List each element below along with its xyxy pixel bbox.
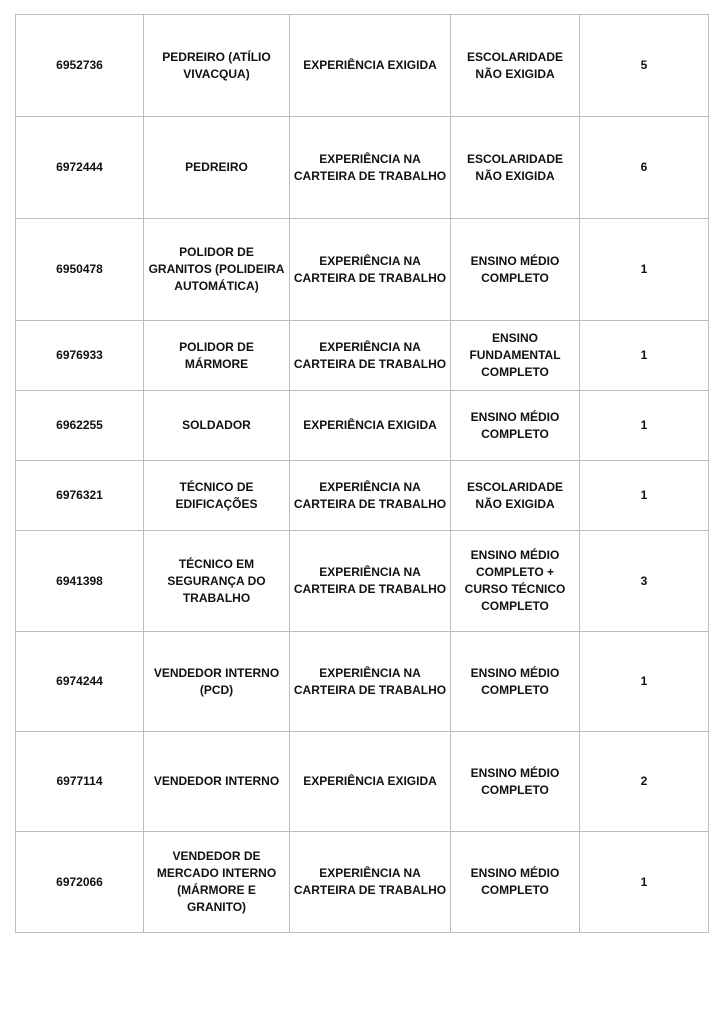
experience-cell: EXPERIÊNCIA NA CARTEIRA DE TRABALHO xyxy=(290,321,451,391)
education-cell: ENSINO MÉDIO COMPLETO xyxy=(451,632,580,732)
job-role-cell: PEDREIRO (ATÍLIO VIVACQUA) xyxy=(144,15,290,117)
education-cell: ENSINO MÉDIO COMPLETO xyxy=(451,832,580,933)
education-cell: ENSINO MÉDIO COMPLETO + CURSO TÉCNICO COMPLETO xyxy=(451,531,580,632)
vacancies-cell: 2 xyxy=(580,732,709,832)
table-row xyxy=(16,15,709,117)
vacancies-cell: 1 xyxy=(580,632,709,732)
vacancies-cell: 1 xyxy=(580,461,709,531)
experience-cell: EXPERIÊNCIA NA CARTEIRA DE TRABALHO xyxy=(290,219,451,321)
vacancies-cell: 5 xyxy=(580,15,709,117)
job-role-cell: VENDEDOR INTERNO xyxy=(144,732,290,832)
vacancies-cell: 1 xyxy=(580,391,709,461)
job-role-cell: POLIDOR DE MÁRMORE xyxy=(144,321,290,391)
table-row xyxy=(16,632,709,732)
experience-cell: EXPERIÊNCIA NA CARTEIRA DE TRABALHO xyxy=(290,632,451,732)
job-code-cell: 6974244 xyxy=(16,632,144,732)
job-role-cell: TÉCNICO DE EDIFICAÇÕES xyxy=(144,461,290,531)
table-row xyxy=(16,531,709,632)
job-role-cell: VENDEDOR DE MERCADO INTERNO (MÁRMORE E GRANITO) xyxy=(144,832,290,933)
table-row xyxy=(16,732,709,832)
job-vacancies-table xyxy=(15,14,709,933)
job-code-cell: 6972066 xyxy=(16,832,144,933)
job-code-cell: 6952736 xyxy=(16,15,144,117)
vacancies-cell: 1 xyxy=(580,832,709,933)
job-code-cell: 6962255 xyxy=(16,391,144,461)
job-code-cell: 6976321 xyxy=(16,461,144,531)
job-code-cell: 6941398 xyxy=(16,531,144,632)
job-code-cell: 6950478 xyxy=(16,219,144,321)
vacancies-cell: 1 xyxy=(580,219,709,321)
vacancies-cell: 6 xyxy=(580,117,709,219)
job-code-cell: 6977114 xyxy=(16,732,144,832)
experience-cell: EXPERIÊNCIA EXIGIDA xyxy=(290,732,451,832)
table-row xyxy=(16,832,709,933)
table-row xyxy=(16,117,709,219)
job-code-cell: 6976933 xyxy=(16,321,144,391)
job-role-cell: SOLDADOR xyxy=(144,391,290,461)
experience-cell: EXPERIÊNCIA EXIGIDA xyxy=(290,391,451,461)
education-cell: ENSINO MÉDIO COMPLETO xyxy=(451,219,580,321)
experience-cell: EXPERIÊNCIA NA CARTEIRA DE TRABALHO xyxy=(290,832,451,933)
education-cell: ESCOLARIDADE NÃO EXIGIDA xyxy=(451,117,580,219)
education-cell: ENSINO MÉDIO COMPLETO xyxy=(451,732,580,832)
job-role-cell: PEDREIRO xyxy=(144,117,290,219)
experience-cell: EXPERIÊNCIA NA CARTEIRA DE TRABALHO xyxy=(290,531,451,632)
job-role-cell: VENDEDOR INTERNO (PCD) xyxy=(144,632,290,732)
experience-cell: EXPERIÊNCIA NA CARTEIRA DE TRABALHO xyxy=(290,461,451,531)
job-role-cell: TÉCNICO EM SEGURANÇA DO TRABALHO xyxy=(144,531,290,632)
education-cell: ENSINO MÉDIO COMPLETO xyxy=(451,391,580,461)
education-cell: ESCOLARIDADE NÃO EXIGIDA xyxy=(451,461,580,531)
table-row xyxy=(16,219,709,321)
vacancies-cell: 3 xyxy=(580,531,709,632)
education-cell: ENSINO FUNDAMENTAL COMPLETO xyxy=(451,321,580,391)
experience-cell: EXPERIÊNCIA NA CARTEIRA DE TRABALHO xyxy=(290,117,451,219)
education-cell: ESCOLARIDADE NÃO EXIGIDA xyxy=(451,15,580,117)
experience-cell: EXPERIÊNCIA EXIGIDA xyxy=(290,15,451,117)
vacancies-cell: 1 xyxy=(580,321,709,391)
job-role-cell: POLIDOR DE GRANITOS (POLIDEIRA AUTOMÁTICA) xyxy=(144,219,290,321)
table-row xyxy=(16,321,709,391)
table-row xyxy=(16,391,709,461)
table-row xyxy=(16,461,709,531)
job-code-cell: 6972444 xyxy=(16,117,144,219)
